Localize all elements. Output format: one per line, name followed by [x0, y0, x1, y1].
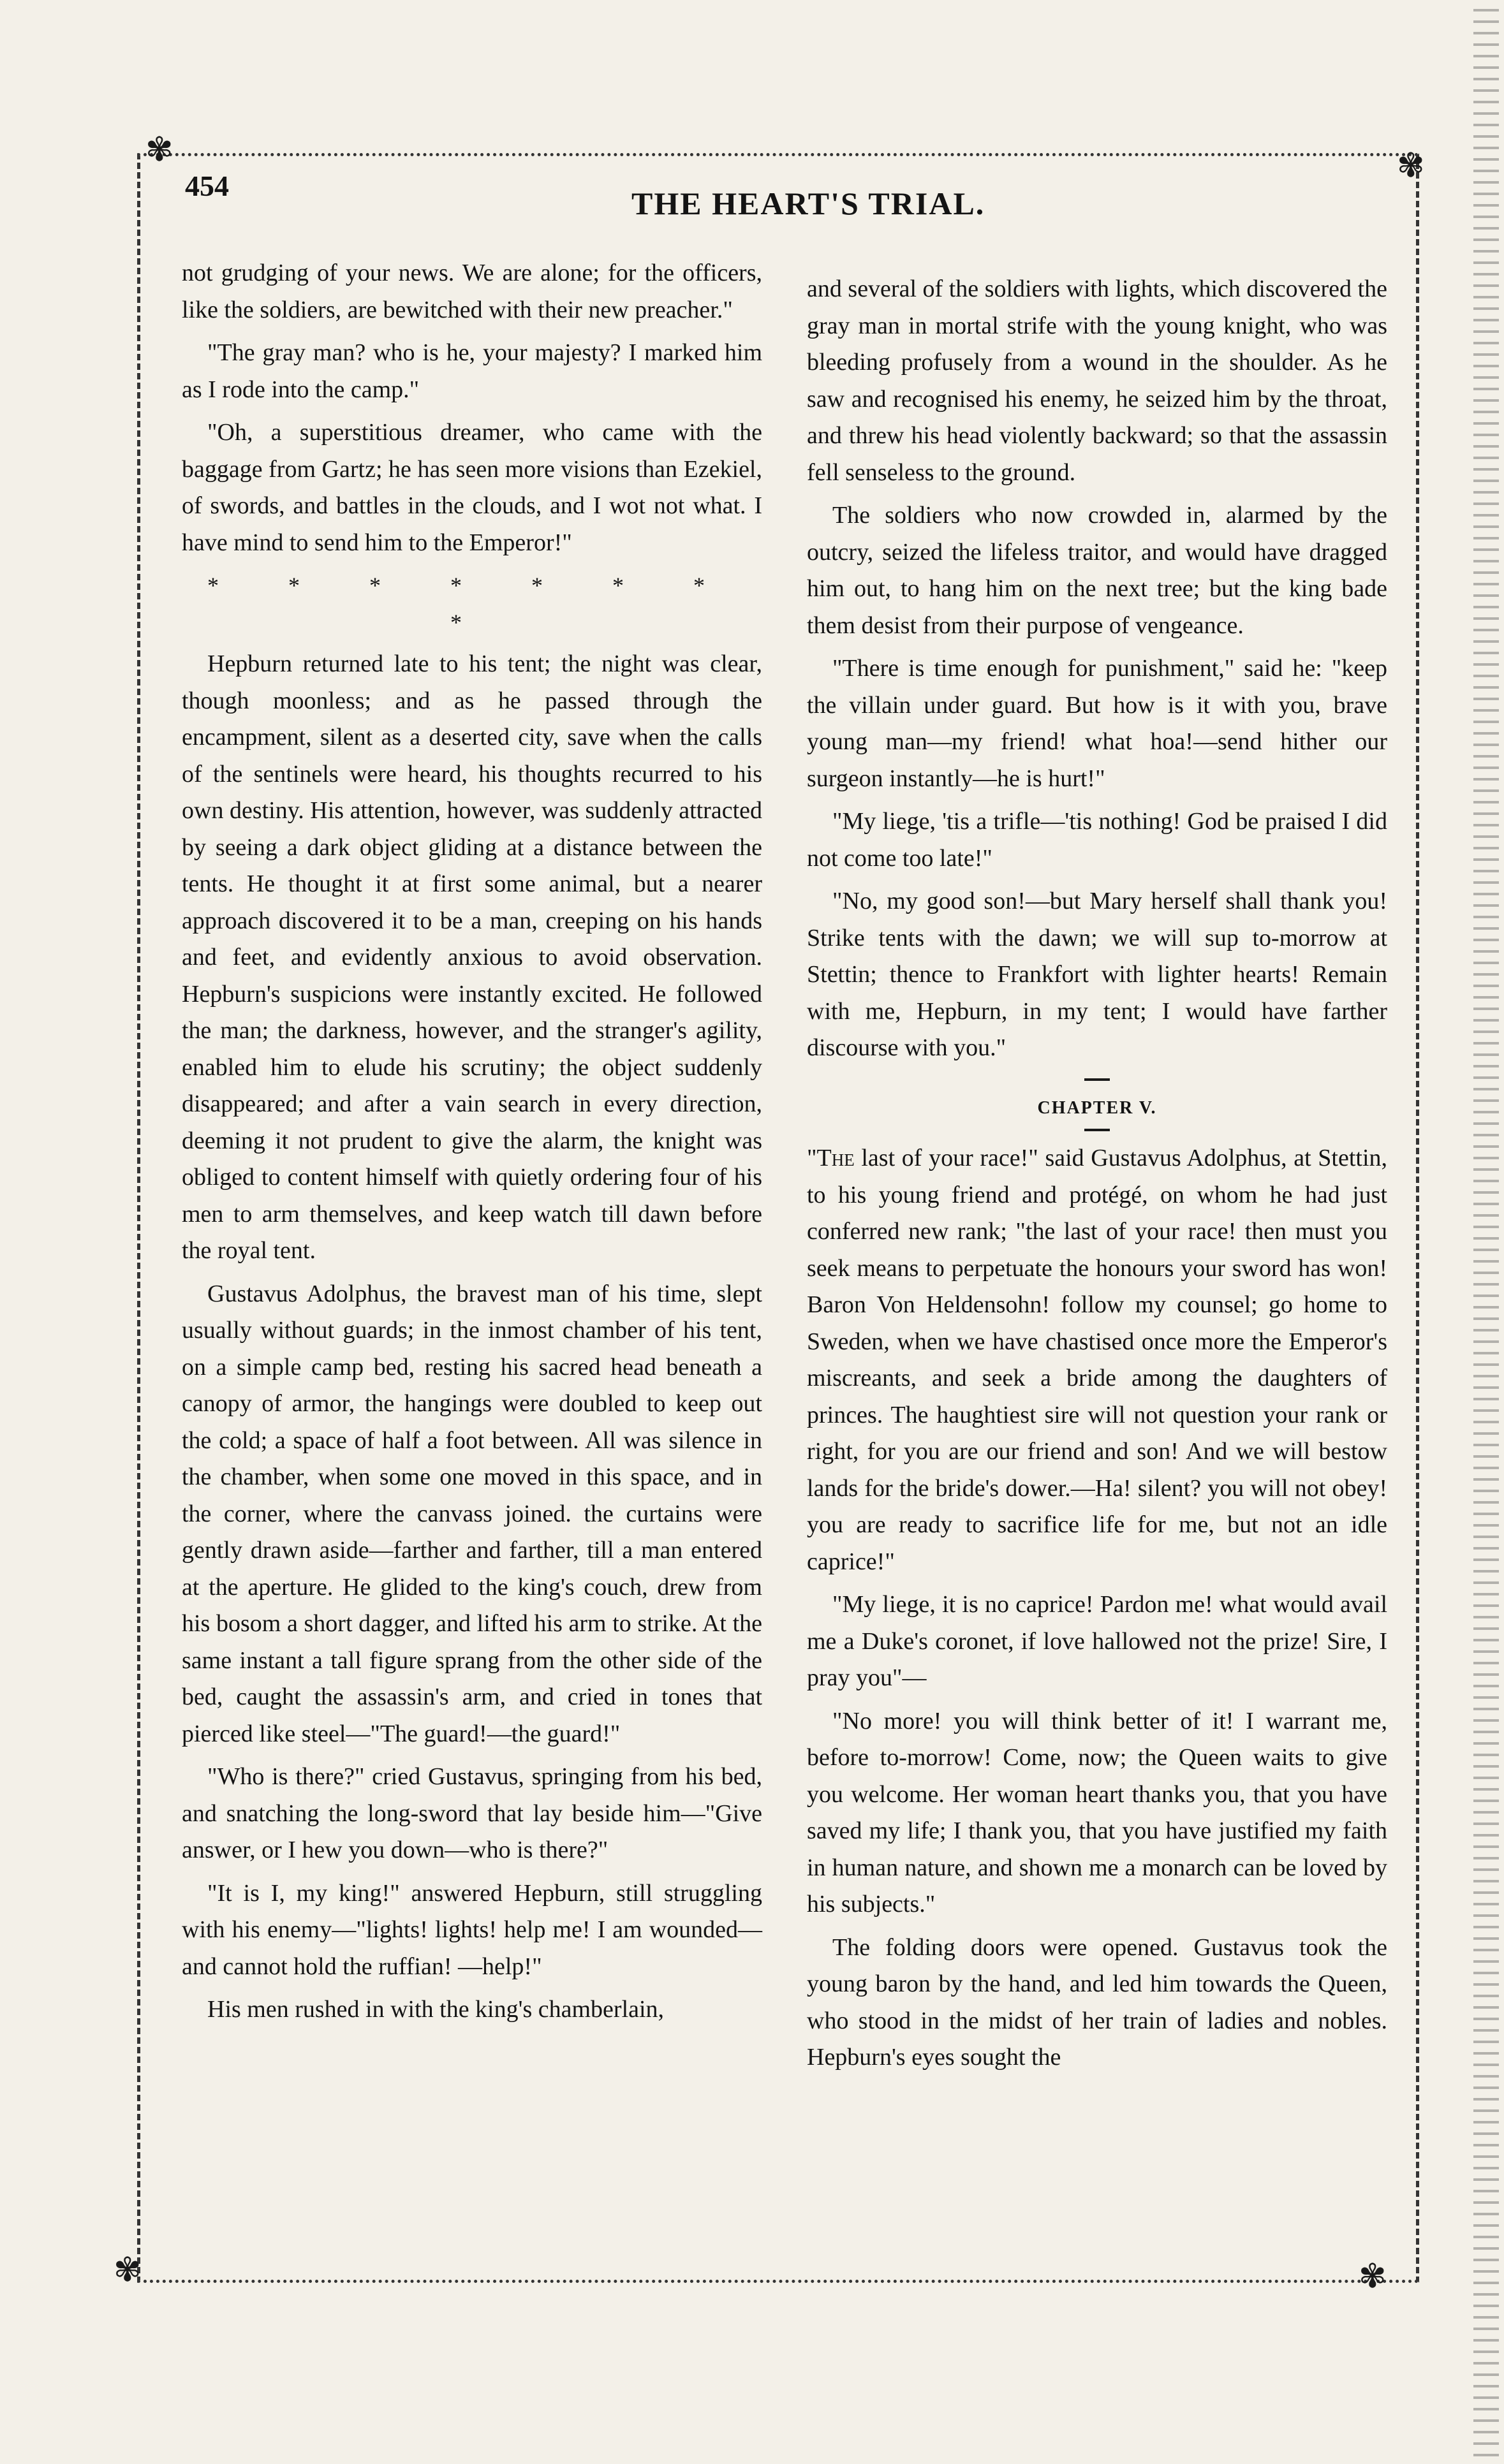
- corner-ornament-icon: ✾: [145, 132, 173, 168]
- corner-ornament-icon: ✾: [1397, 148, 1425, 184]
- right-column: [807, 271, 1387, 2083]
- section-break: * * * * * * * *: [207, 573, 737, 635]
- paragraph: Hepburn returned late to his tent; the night was clear, though moonless; and as he passed through the encampment, silent as a deserted city, save when the calls of the sentinels were heard, his thoughts recurred to his own destiny. His attention, however, was suddenly attracted by seeing a dark object gliding at a distance between the tents. He thought it at first some animal, but a nearer approach discovered it to be a man, creeping on his hands and feet, and evidently anxious to avoid observation. Hepburn's suspicions were instantly excited. He followed the man; the darkness, however, and the stranger's agility, enabled him to elude his scrutiny; the object suddenly disappeared; and after a vain search in every direction, deeming it not prudent to give the alarm, the knight was obliged to content himself with quietly ordering four of his men to arm themselves, and keep watch till dawn before the royal tent.: [182, 650, 762, 1264]
- chapter-heading: CHAPTER V.: [1037, 1097, 1157, 1118]
- edge-texture: [1473, 0, 1499, 2464]
- paragraph: not grudging of your news. We are alone; for the officers, like the soldiers, are bewitched with their new preacher.": [182, 260, 762, 323]
- paragraph: The folding doors were opened. Gustavus took the young baron by the hand, and led him towards the Queen, who stood in the midst of her train of ladies and nobles. Hepburn's eyes sought the: [807, 1933, 1387, 2071]
- paragraph-text: last of your race!" said Gustavus Adolphus, at Stettin, to his young friend and protégé, on whom he had just conferred new rank; "the last of your race! then must you seek means to perpetuate the honours your sword has won! Baron Von Heldensohn! follow my counsel; go home to Sweden, when we have chastised once more the Emperor's miscreants, and seek a bride among the daughters of princes. The haughtiest sire will not question your rank or right, for you are our friend and son! And we will bestow lands for the bride's dower.—Ha! silent? you will not obey! you are ready to sacrifice life for me, but not an idle caprice!": [807, 1145, 1388, 1575]
- chapter-lead-word: "The: [807, 1145, 855, 1171]
- paragraph: [807, 1140, 1387, 1580]
- paragraph: "My liege, 'tis a trifle—'tis nothing! God be praised I did not come too late!": [807, 808, 1387, 872]
- paragraph: "Who is there?" cried Gustavus, springing from his bed, and snatching the long-sword that lay beside him—"Give answer, or I hew you down—who is there?": [182, 1763, 762, 1863]
- corner-ornament-icon: ✾: [114, 2252, 142, 2289]
- paragraph: His men rushed in with the king's chamberlain,: [207, 1996, 665, 2023]
- paragraph: "Oh, a superstitious dreamer, who came with the baggage from Gartz; he has seen more visions than Ezekiel, of swords, and battles in the clouds, and I wot not what. I have mind to send him to the Emperor!": [182, 419, 762, 556]
- paragraph: The soldiers who now crowded in, alarmed by the outcry, seized the lifeless traitor, and would have dragged him out, to hang him on the next tree; but the king bade them desist from their purpose of vengeance.: [807, 502, 1387, 639]
- paragraph: "The gray man? who is he, your majesty? I marked him as I rode into the camp.": [182, 339, 762, 403]
- left-column: [182, 255, 762, 2035]
- divider: [1084, 1129, 1110, 1131]
- paragraph: "No, my good son!—but Mary herself shall thank you! Strike tents with the dawn; we will sup to-morrow at Stettin; thence to Frankfort with lighter hearts! Remain with me, Hepburn, in my tent; I would have farther discourse with you.": [807, 888, 1387, 1061]
- paragraph: "No more! you will think better of it! I warrant me, before to-morrow! Come, now; the Queen waits to give you welcome. Her woman heart thanks you, that you have saved my life; I thank you, that you have justified my faith in human nature, and shown me a monarch can be loved by his subjects.": [807, 1707, 1387, 1918]
- corner-ornament-icon: ✾: [1359, 2259, 1387, 2295]
- paragraph: and several of the soldiers with lights, which discovered the gray man in mortal strife with the young knight, who was bleeding profusely from a wound in the shoulder. As he saw and recognised his enemy, he seized him by the throat, and threw his head violently backward; so that the assassin fell senseless to the ground.: [807, 275, 1387, 486]
- paragraph: "There is time enough for punishment," said he: "keep the villain under guard. But how is it with you, brave young man—my friend! what hoa!—send hither our surgeon instantly—he is hurt!": [807, 655, 1387, 792]
- paragraph: "My liege, it is no caprice! Pardon me! what would avail me a Duke's coronet, if love hallowed not the prize! Sire, I pray you"—: [807, 1591, 1387, 1691]
- page-number: 454: [185, 170, 229, 202]
- paragraph: "It is I, my king!" answered Hepburn, still struggling with his enemy—"lights! lights! help me! I am wounded—and cannot hold the ruffian! —help!": [182, 1879, 762, 1980]
- running-title: THE HEART'S TRIAL.: [631, 186, 985, 221]
- paragraph: Gustavus Adolphus, the bravest man of his time, slept usually without guards; in the inmost chamber of his tent, on a simple camp bed, resting his sacred head beneath a canopy of armor, the hangings were doubled to keep out the cold; a space of half a foot between. All was silence in the chamber, when some one moved in this space, and in the corner, where the canvass joined. the curtains were gently drawn aside—farther and farther, till a man entered at the aperture. He glided to the king's couch, drew from his bosom a short dagger, and lifted his arm to strike. At the same instant a tall figure sprang from the other side of the bed, caught the assassin's arm, and cried in tones that pierced like steel—"The guard!—the guard!": [182, 1280, 762, 1747]
- divider: [1084, 1078, 1110, 1081]
